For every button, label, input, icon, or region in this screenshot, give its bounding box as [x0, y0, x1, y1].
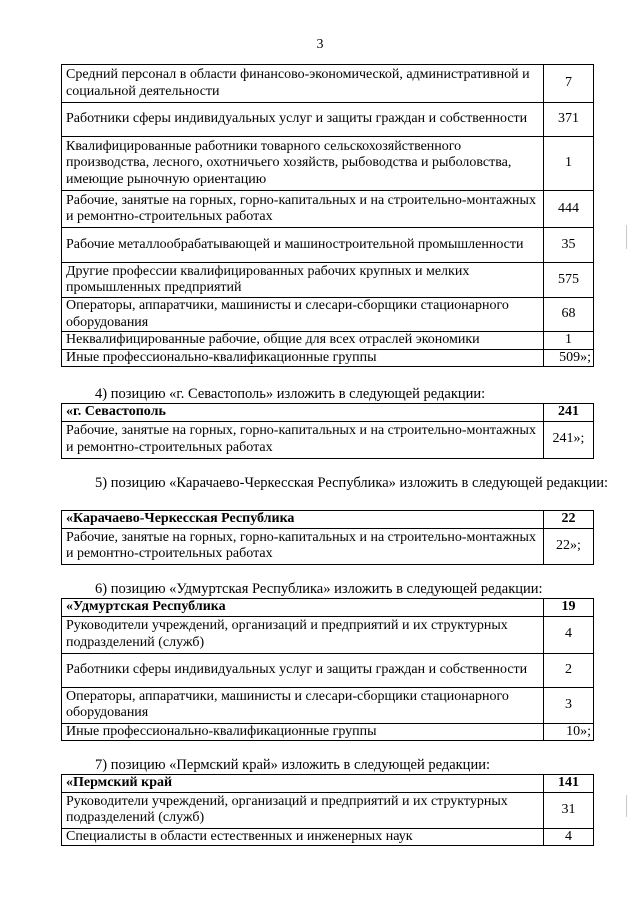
region-name: «Пермский край [62, 775, 544, 793]
instruction-4: 4) позицию «г. Севастополь» изложить в следующей редакции: [95, 386, 486, 402]
row-value: 22»; [544, 528, 594, 564]
page-number: 3 [316, 37, 324, 52]
table-row [62, 421, 594, 458]
row-label: Рабочие, занятые на горных, горно-капитальных и на строительно-монтажных и ремонтно-строительных работах [62, 191, 544, 228]
row-value: 68 [544, 298, 594, 332]
table-row [62, 792, 594, 828]
row-label: Работники сферы индивидуальных услуг и защиты граждан и собственности [62, 653, 544, 687]
scan-mark [626, 795, 627, 817]
table-row [62, 137, 594, 191]
region-name: «Удмуртская Республика [62, 599, 544, 617]
row-label: Иные профессионально-квалификационные группы [62, 349, 544, 367]
table-row [62, 103, 594, 137]
row-value: 4 [544, 828, 594, 846]
row-label: Рабочие, занятые на горных, горно-капитальных и на строительно-монтажных и ремонтно-строительных работах [62, 421, 544, 458]
region-total: 19 [544, 599, 594, 617]
table-row [62, 616, 594, 653]
row-value: 575 [544, 263, 594, 298]
row-label: Рабочие металлообрабатывающей и машиностроительной промышленности [62, 228, 544, 263]
region-name: «г. Севастополь [62, 404, 544, 422]
row-label: Другие профессии квалифицированных рабочих крупных и мелких промышленных предприятий [62, 263, 544, 298]
row-label: Средний персонал в области финансово-экономической, административной и социальной деятельности [62, 65, 544, 103]
row-value: 7 [544, 65, 594, 103]
row-label: Работники сферы индивидуальных услуг и защиты граждан и собственности [62, 103, 544, 137]
row-value: 4 [544, 616, 594, 653]
table-row [62, 228, 594, 263]
table-row [62, 828, 594, 846]
region-name: «Карачаево-Черкесская Республика [62, 511, 544, 529]
row-value: 1 [544, 137, 594, 191]
region-total: 141 [544, 775, 594, 793]
table-row [62, 65, 594, 103]
row-value: 3 [544, 687, 594, 723]
row-value: 509»; [544, 349, 594, 367]
table-header-row [62, 599, 594, 617]
region-total: 241 [544, 404, 594, 422]
table-header-row [62, 775, 594, 793]
table-row [62, 687, 594, 723]
table-continuation [61, 64, 594, 367]
table-header-row [62, 511, 594, 529]
table-row [62, 263, 594, 298]
row-value: 1 [544, 332, 594, 350]
table-row [62, 723, 594, 741]
table-karachay-cherkess [61, 510, 594, 565]
row-label: Неквалифицированные рабочие, общие для всех отраслей экономики [62, 332, 544, 350]
row-value: 35 [544, 228, 594, 263]
row-value: 31 [544, 792, 594, 828]
row-value: 371 [544, 103, 594, 137]
table-udmurt [61, 598, 594, 741]
row-label: Руководители учреждений, организаций и предприятий и их структурных подразделений (служб) [62, 792, 544, 828]
row-label: Операторы, аппаратчики, машинисты и слесари-сборщики стационарного оборудования [62, 298, 544, 332]
table-perm [61, 774, 594, 846]
table-row [62, 332, 594, 350]
row-label: Руководители учреждений, организаций и предприятий и их структурных подразделений (служб) [62, 616, 544, 653]
row-label: Иные профессионально-квалификационные группы [62, 723, 544, 741]
table-row [62, 191, 594, 228]
row-label: Операторы, аппаратчики, машинисты и слесари-сборщики стационарного оборудования [62, 687, 544, 723]
region-total: 22 [544, 511, 594, 529]
instruction-7: 7) позицию «Пермский край» изложить в следующей редакции: [95, 757, 490, 773]
table-row [62, 528, 594, 564]
scan-mark [626, 225, 627, 249]
table-header-row [62, 404, 594, 422]
row-value: 241»; [544, 421, 594, 458]
instruction-6: 6) позицию «Удмуртская Республика» изложить в следующей редакции: [95, 581, 543, 597]
row-value: 444 [544, 191, 594, 228]
row-value: 2 [544, 653, 594, 687]
row-label: Рабочие, занятые на горных, горно-капитальных и на строительно-монтажных и ремонтно-строительных работах [62, 528, 544, 564]
row-value: 10»; [544, 723, 594, 741]
table-row [62, 349, 594, 367]
table-row [62, 653, 594, 687]
table-row [62, 298, 594, 332]
row-label: Квалифицированные работники товарного сельскохозяйственного производства, лесного, охотничьего хозяйств, рыбоводства и рыболовства, имеющие рыночную ориентацию [62, 137, 544, 191]
instruction-5: 5) позицию «Карачаево-Черкесская Республика» изложить в следующей редакции: [95, 475, 608, 491]
table-sevastopol [61, 403, 594, 459]
row-label: Специалисты в области естественных и инженерных наук [62, 828, 544, 846]
